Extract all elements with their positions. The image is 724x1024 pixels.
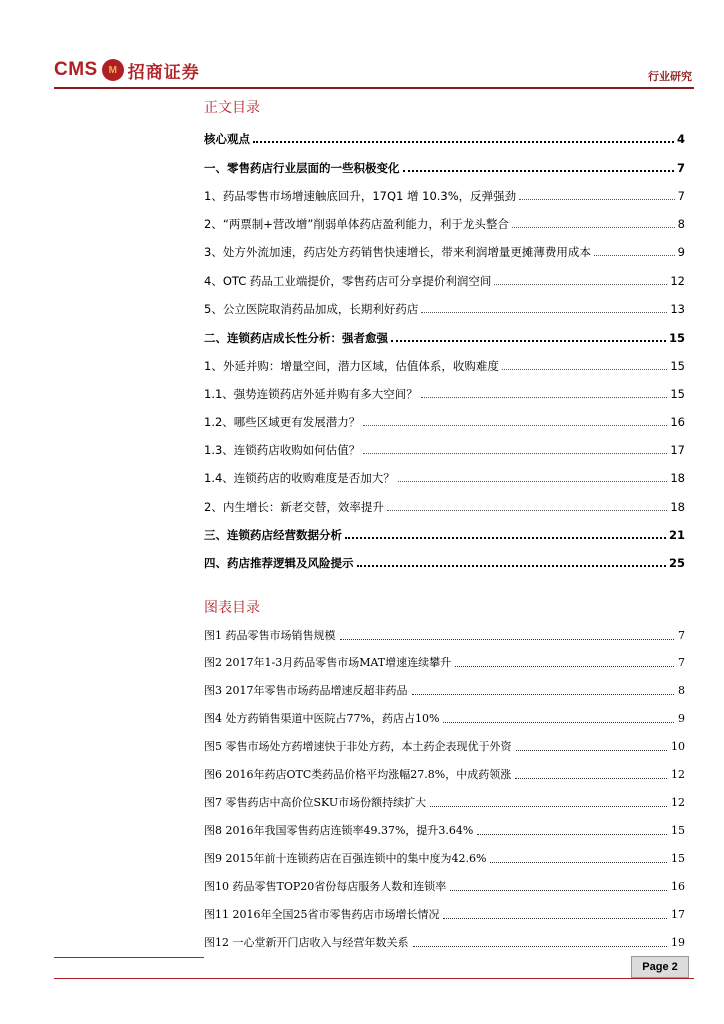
toc-entry-page: 18 bbox=[670, 500, 685, 514]
toc-entry[interactable] bbox=[204, 357, 685, 375]
toc-leader-dots bbox=[421, 312, 667, 313]
logo-latin-text: CMS bbox=[54, 59, 98, 80]
figure-entry[interactable] bbox=[204, 850, 685, 868]
toc-entry-page: 15 bbox=[670, 359, 685, 373]
toc-entry-title: 1.3、连锁药店收购如何估值？ bbox=[204, 443, 361, 457]
figure-entry-title: 图10 药品零售TOP20省份每店服务人数和连锁率 bbox=[204, 880, 447, 893]
toc-leader-dots bbox=[387, 510, 668, 511]
figure-leader-dots bbox=[490, 862, 667, 863]
toc-entry-title: 1、药品零售市场增速触底回升，17Q1 增 10.3%，反弹强劲 bbox=[204, 189, 517, 203]
footer-short-rule bbox=[54, 957, 204, 958]
toc-title: 正文目录 bbox=[204, 100, 260, 116]
figure-entry[interactable] bbox=[204, 738, 685, 756]
toc-entry-title: 1.4、连锁药店的收购难度是否加大？ bbox=[204, 471, 395, 485]
toc-entry[interactable] bbox=[204, 413, 685, 431]
figure-entry-page: 7 bbox=[678, 656, 685, 669]
figure-leader-dots bbox=[516, 750, 668, 751]
figure-entry-title: 图8 2016年我国零售药店连锁率49.37%，提升3.64% bbox=[204, 824, 474, 837]
figure-entry-page: 10 bbox=[671, 740, 685, 753]
figure-leader-dots bbox=[443, 918, 667, 919]
toc-entry[interactable] bbox=[204, 243, 685, 261]
figure-entry-page: 8 bbox=[678, 684, 685, 697]
figure-entry-title: 图2 2017年1-3月药品零售市场MAT增速连续攀升 bbox=[204, 656, 452, 669]
toc-entry-title: 二、连锁药店成长性分析：强者愈强 bbox=[204, 331, 388, 345]
footer-divider bbox=[54, 978, 694, 979]
figure-leader-dots bbox=[450, 890, 667, 891]
toc-entry[interactable] bbox=[204, 441, 685, 459]
figure-entry[interactable] bbox=[204, 710, 685, 728]
toc-leader-dots bbox=[403, 170, 674, 172]
toc-entry-title: 四、药店推荐逻辑及风险提示 bbox=[204, 556, 354, 570]
toc-entry-page: 9 bbox=[677, 245, 685, 259]
figure-entry-page: 15 bbox=[671, 824, 685, 837]
toc-leader-dots bbox=[345, 537, 666, 539]
figure-entry-title: 图12 一心堂新开门店收入与经营年数关系 bbox=[204, 936, 409, 949]
figure-entry[interactable] bbox=[204, 794, 685, 812]
toc-entry-page: 4 bbox=[676, 132, 685, 146]
figure-entry-title: 图6 2016年药店OTC类药品价格平均涨幅27.8%，中成药领涨 bbox=[204, 768, 512, 781]
figure-entry-title: 图3 2017年零售市场药品增速反超非药品 bbox=[204, 684, 408, 697]
figure-entry-page: 17 bbox=[671, 908, 685, 921]
toc-entry-title: 1.2、哪些区域更有发展潜力？ bbox=[204, 415, 361, 429]
logo-emblem-icon bbox=[102, 59, 124, 81]
figure-leader-dots bbox=[413, 946, 668, 947]
figure-entry[interactable] bbox=[204, 766, 685, 784]
toc-leader-dots bbox=[519, 199, 675, 200]
toc-entry[interactable] bbox=[204, 385, 685, 403]
figure-leader-dots bbox=[455, 666, 674, 667]
figure-entry-page: 15 bbox=[671, 852, 685, 865]
toc-entry[interactable] bbox=[204, 554, 685, 572]
figure-entry-title: 图11 2016年全国25省市零售药店市场增长情况 bbox=[204, 908, 440, 921]
figure-entry[interactable] bbox=[204, 654, 685, 672]
figure-entry-page: 16 bbox=[671, 880, 685, 893]
figure-entry[interactable] bbox=[204, 682, 685, 700]
toc-entry-title: 1、外延并购：增量空间，潜力区域，估值体系，收购难度 bbox=[204, 359, 499, 373]
company-logo bbox=[54, 58, 200, 82]
toc-leader-dots bbox=[363, 425, 667, 426]
section-label: 行业研究 bbox=[648, 70, 692, 83]
toc-entry[interactable] bbox=[204, 498, 685, 516]
toc-entry[interactable] bbox=[204, 469, 685, 487]
figure-entry[interactable] bbox=[204, 822, 685, 840]
toc-entry[interactable] bbox=[204, 187, 685, 205]
toc-entry-page: 16 bbox=[670, 415, 685, 429]
figure-leader-dots bbox=[412, 694, 675, 695]
toc-entry-page: 7 bbox=[677, 189, 685, 203]
toc-entry-title: 1.1、强势连锁药店外延并购有多大空间？ bbox=[204, 387, 418, 401]
toc-entry-page: 15 bbox=[670, 387, 685, 401]
toc-entry-page: 8 bbox=[677, 217, 685, 231]
toc-entry[interactable] bbox=[204, 130, 685, 148]
figure-entry-page: 12 bbox=[671, 796, 685, 809]
toc-entry[interactable] bbox=[204, 215, 685, 233]
toc-entry-title: 三、连锁药店经营数据分析 bbox=[204, 528, 342, 542]
toc-entry-page: 25 bbox=[668, 556, 685, 570]
toc-leader-dots bbox=[398, 481, 668, 482]
toc-leader-dots bbox=[594, 255, 675, 256]
toc-entry-title: 5、公立医院取消药品加成，长期利好药店 bbox=[204, 302, 419, 316]
logo-emblem-letter: M bbox=[108, 64, 117, 76]
toc-leader-dots bbox=[421, 397, 668, 398]
figure-leader-dots bbox=[340, 639, 675, 640]
toc-entry-page: 17 bbox=[670, 443, 685, 457]
toc-leader-dots bbox=[253, 141, 674, 143]
toc-leader-dots bbox=[512, 227, 675, 228]
figure-entry-page: 19 bbox=[671, 936, 685, 949]
figure-leader-dots bbox=[515, 778, 667, 779]
toc-entry-title: 2、“两票制+营改增”削弱单体药店盈利能力，利于龙头整合 bbox=[204, 217, 509, 231]
toc-entry-title: 核心观点 bbox=[204, 132, 250, 146]
figure-entry-title: 图7 零售药店中高价位SKU市场份额持续扩大 bbox=[204, 796, 427, 809]
toc-leader-dots bbox=[357, 565, 666, 567]
toc-entry[interactable] bbox=[204, 272, 685, 290]
toc-entry[interactable] bbox=[204, 159, 685, 177]
toc-entry-page: 21 bbox=[668, 528, 685, 542]
figure-entry[interactable] bbox=[204, 627, 685, 645]
toc-leader-dots bbox=[391, 340, 666, 342]
toc-entry[interactable] bbox=[204, 329, 685, 347]
figure-entry-title: 图5 零售市场处方药增速快于非处方药，本土药企表现优于外资 bbox=[204, 740, 512, 753]
figure-entry-page: 9 bbox=[678, 712, 685, 725]
figure-entry[interactable] bbox=[204, 934, 685, 952]
toc-leader-dots bbox=[502, 369, 668, 370]
toc-entry-page: 12 bbox=[670, 274, 685, 288]
figure-entry[interactable] bbox=[204, 878, 685, 896]
toc-entry-page: 7 bbox=[676, 161, 685, 175]
figure-entry-page: 12 bbox=[671, 768, 685, 781]
figure-entry-page: 7 bbox=[678, 629, 685, 642]
toc-entry[interactable] bbox=[204, 300, 685, 318]
toc-entry-title: 一、零售药店行业层面的一些积极变化 bbox=[204, 161, 400, 175]
figure-entry-title: 图4 处方药销售渠道中医院占77%，药店占10% bbox=[204, 712, 440, 725]
toc-entry-page: 13 bbox=[670, 302, 685, 316]
toc-leader-dots bbox=[494, 284, 667, 285]
toc-leader-dots bbox=[363, 453, 667, 454]
figure-leader-dots bbox=[430, 806, 667, 807]
figure-entry[interactable] bbox=[204, 906, 685, 924]
toc-entry-page: 15 bbox=[668, 331, 685, 345]
toc-entry[interactable] bbox=[204, 526, 685, 544]
toc-entry-title: 2、内生增长：新老交替，效率提升 bbox=[204, 500, 384, 514]
page-number-badge: Page 2 bbox=[631, 956, 689, 978]
logo-chinese-text: 招商证券 bbox=[127, 62, 200, 83]
figure-entry-title: 图1 药品零售市场销售规模 bbox=[204, 629, 336, 642]
figures-title: 图表目录 bbox=[204, 600, 260, 616]
toc-entry-title: 4、OTC 药品工业端提价，零售药店可分享提价利润空间 bbox=[204, 274, 492, 288]
figure-leader-dots bbox=[477, 834, 667, 835]
figure-entry-title: 图9 2015年前十连锁药店在百强连锁中的集中度为42.6% bbox=[204, 852, 487, 865]
header-divider bbox=[54, 87, 694, 89]
toc-entry-page: 18 bbox=[670, 471, 685, 485]
toc-entry-title: 3、处方外流加速，药店处方药销售快速增长，带来利润增量更摊薄费用成本 bbox=[204, 245, 591, 259]
figure-leader-dots bbox=[443, 722, 674, 723]
